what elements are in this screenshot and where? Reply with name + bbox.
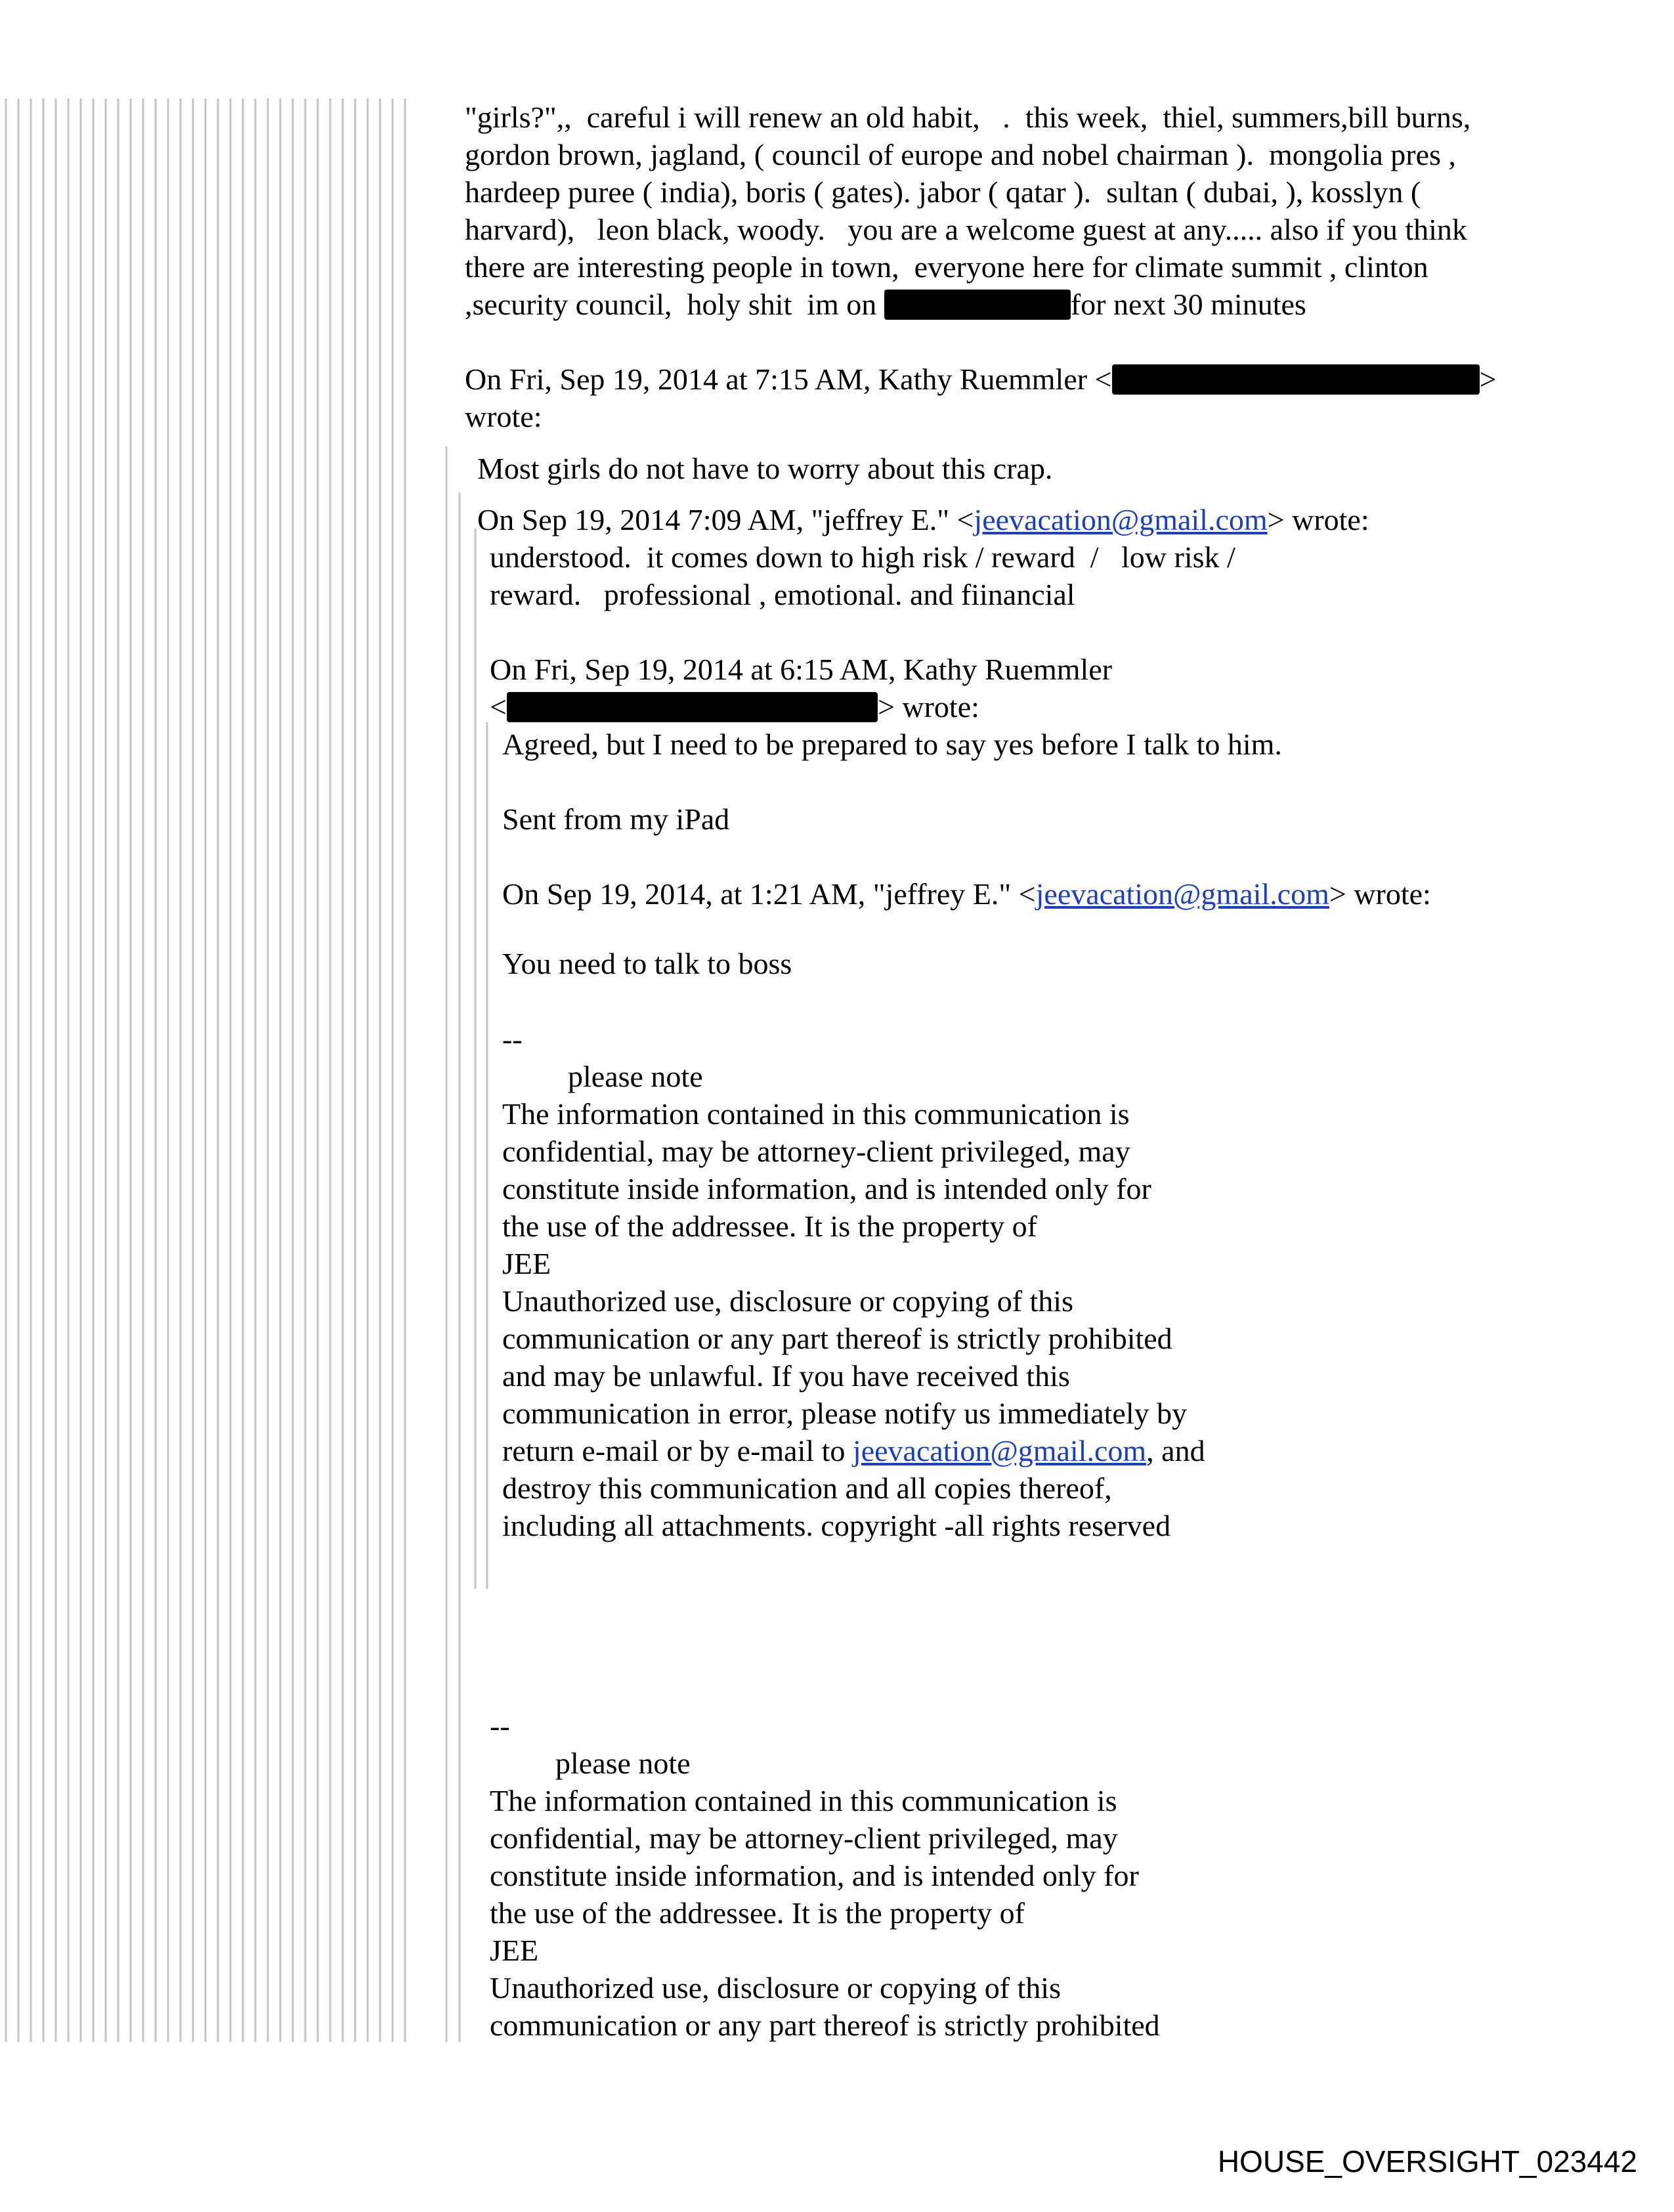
signature-dash: -- [502,1022,523,1056]
quote-3-message: You need to talk to boss [502,947,792,980]
signature-line: constitute inside information, and is intended only for [502,1172,1151,1205]
signature-line: The information contained in this communication is [490,1784,1117,1817]
signature-line: Unauthorized use, disclosure or copying of this [490,1971,1061,2005]
quote-3-body: Agreed, but I need to be prepared to say yes before I talk to him. [502,727,1282,761]
signature-line: The information contained in this communication is [502,1097,1130,1131]
signature-line: communication in error, please notify us immediately by [502,1397,1188,1430]
signature-email-end: , and [1146,1434,1205,1467]
top-message-line: "girls?",, careful i will renew an old habit, . this week, thiel, summers,bill burns, [465,100,1471,134]
quote-1-header-text: On Sep 19, 2014 7:09 AM, "jeffrey E." < [477,503,974,536]
signature-note: please note [568,1060,703,1093]
quote-1-header [477,502,1369,538]
redaction-block [884,290,1071,320]
quote-2-header-2 [490,689,979,726]
quote-2-header: On Fri, Sep 19, 2014 at 6:15 AM, Kathy Ruemmler [490,653,1113,686]
signature-email-line [502,1433,1205,1469]
signature-line: JEE [502,1247,551,1280]
quote-3-header-text: On Sep 19, 2014, at 1:21 AM, "jeffrey E." < [502,877,1036,911]
signature-email-text: return e-mail or by e-mail to [502,1434,853,1467]
signature-line: destroy this communication and all copies thereof, [502,1471,1112,1505]
quote-2-line: reward. professional , emotional. and fiinancial [490,578,1075,611]
reply-header-wrote: wrote: [465,400,542,433]
signature-line: the use of the addressee. It is the property of [490,1896,1025,1930]
top-message-last-line-start: ,security council, holy shit im on [465,288,884,321]
redaction-block [507,692,878,722]
signature-line: communication or any part thereof is strictly prohibited [490,2008,1160,2042]
signature-line: including all attachments. copyright -all rights reserved [502,1509,1171,1542]
signature-line: confidential, may be attorney-client privileged, may [502,1135,1130,1168]
quote-1-header-end: > wrote: [1267,503,1369,536]
quote-1-body: Most girls do not have to worry about this crap. [477,452,1053,485]
sent-from-line: Sent from my iPad [502,802,730,836]
signature-dash: -- [490,1709,510,1743]
top-message-last-line [465,286,1306,323]
quote-2-header-bracket: < [490,690,507,724]
top-message-line: hardeep puree ( india), boris ( gates). jabor ( qatar ). sultan ( dubai, ), kosslyn ( [465,175,1421,209]
signature-line: JEE [490,1934,539,1967]
quote-bars [0,0,499,2212]
top-message-line: there are interesting people in town, everyone here for climate summit , clinton [465,250,1428,284]
quote-2-header-end: > wrote: [877,690,979,724]
signature-note: please note [555,1746,691,1780]
signature-line: constitute inside information, and is intended only for [490,1859,1139,1892]
top-message-line: harvard), leon black, woody. you are a welcome guest at any..... also if you think [465,213,1467,246]
signature-line: confidential, may be attorney-client privileged, may [490,1821,1118,1855]
signature-line: communication or any part thereof is strictly prohibited [502,1322,1172,1355]
quote-2-line: understood. it comes down to high risk / reward / low risk / [490,540,1235,574]
signature-line: and may be unlawful. If you have received this [502,1359,1070,1393]
email-link[interactable]: jeevacation@gmail.com [974,503,1268,536]
quote-3-header [502,876,1431,913]
top-message-last-line-end: for next 30 minutes [1070,288,1306,321]
reply-header-bracket: > [1479,362,1497,396]
signature-line: the use of the addressee. It is the property of [502,1209,1037,1243]
signature-line: Unauthorized use, disclosure or copying of this [502,1284,1073,1318]
quote-3-header-end: > wrote: [1329,877,1431,911]
email-link[interactable]: jeevacation@gmail.com [852,1434,1147,1467]
reply-header-line [465,361,1496,398]
reply-header-text: On Fri, Sep 19, 2014 at 7:15 AM, Kathy Ruemmler < [465,362,1112,396]
redaction-block [1112,364,1480,395]
bates-number: HOUSE_OVERSIGHT_023442 [1217,2144,1637,2179]
top-message-line: gordon brown, jagland, ( council of europe and nobel chairman ). mongolia pres , [465,138,1456,171]
email-link[interactable]: jeevacation@gmail.com [1035,877,1329,911]
